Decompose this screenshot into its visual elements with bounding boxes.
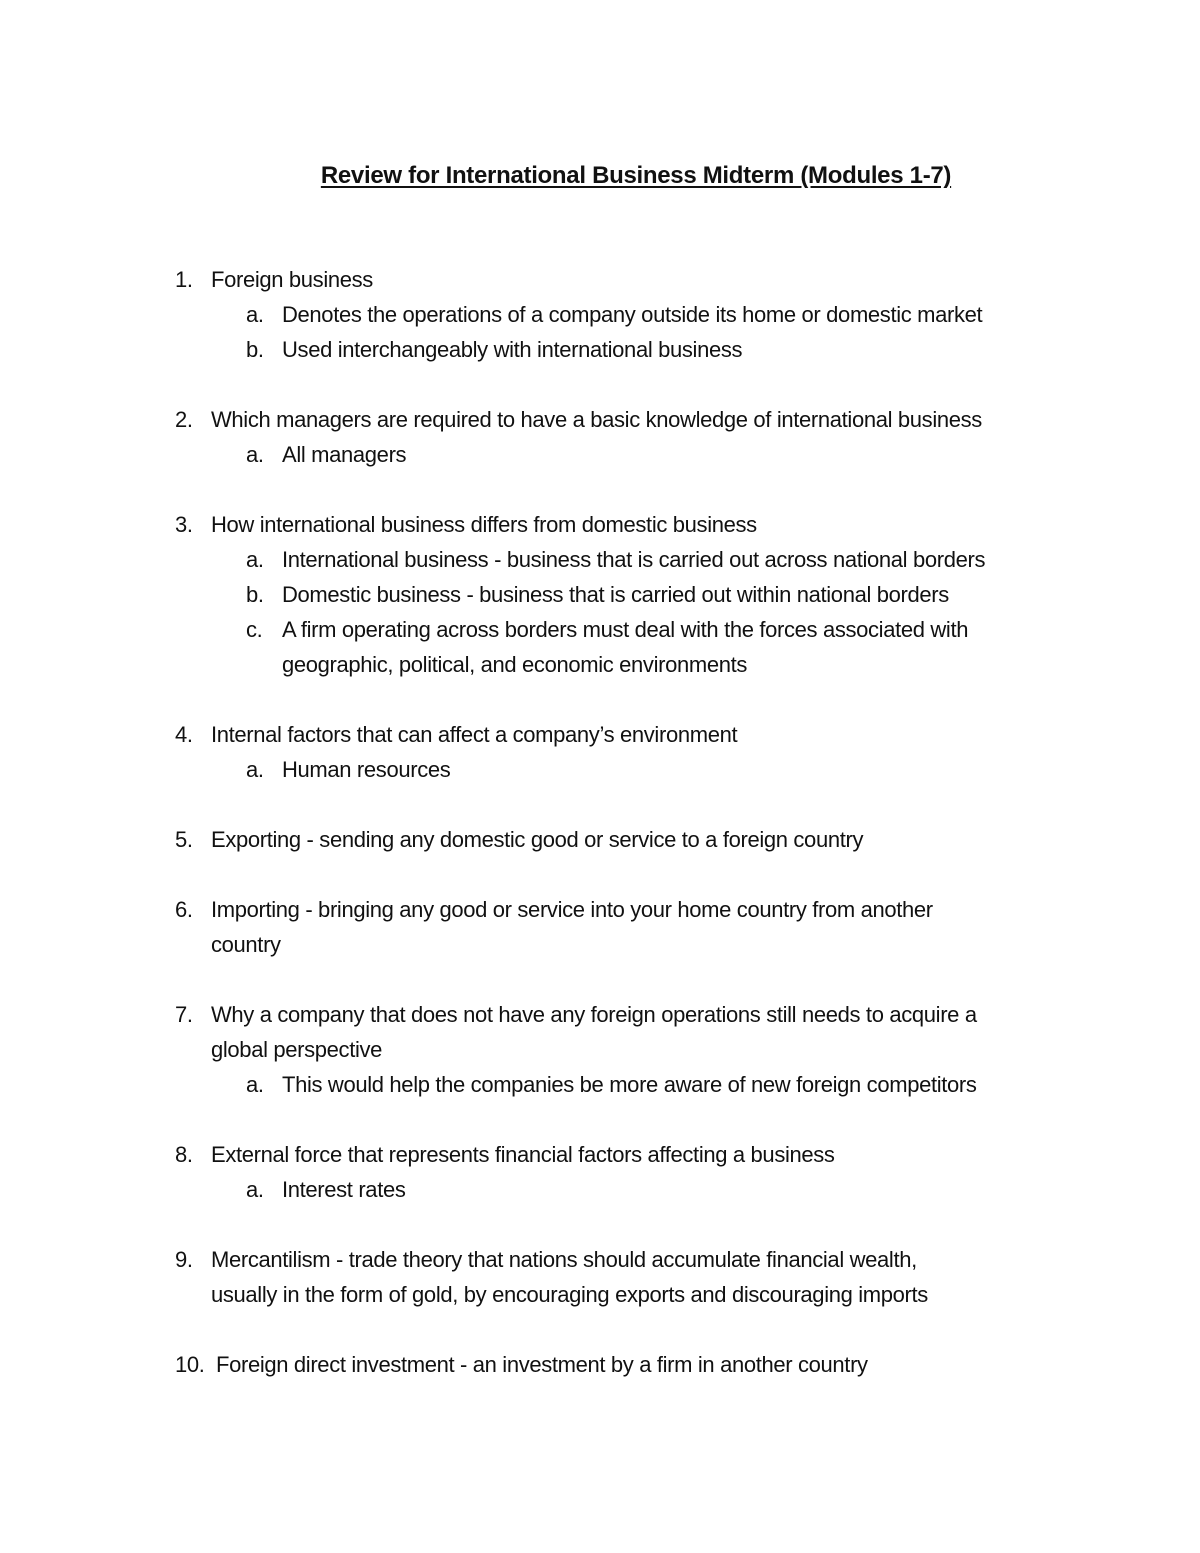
list-item-text: Foreign direct investment - an investment by a firm in another country (216, 1352, 868, 1377)
list-item (0, 822, 1200, 857)
sub-item-letter: a. (246, 302, 264, 327)
list-item-line (0, 1032, 1200, 1067)
sub-item-letter: b. (246, 337, 264, 362)
list-item (0, 402, 1200, 472)
sub-item-text: International business - business that is carried out across national borders (282, 547, 986, 572)
sub-item-text: All managers (282, 442, 407, 467)
list-item (0, 1137, 1200, 1207)
list-item (0, 892, 1200, 962)
list-item-line (0, 927, 1200, 962)
sub-item-letter: a. (246, 547, 264, 572)
review-list (0, 262, 1200, 1417)
list-item-number: 2. (175, 407, 193, 432)
sub-item-line (0, 542, 1200, 577)
list-item-line (0, 1277, 1200, 1312)
list-item-text: Which managers are required to have a basic knowledge of international business (211, 407, 982, 432)
list-item (0, 717, 1200, 787)
sub-item-letter: c. (246, 617, 263, 642)
list-item-text: How international business differs from domestic business (211, 512, 757, 537)
list-item-number: 6. (175, 897, 193, 922)
sub-item-line (0, 752, 1200, 787)
list-item-line (0, 822, 1200, 857)
sub-item-line (0, 1172, 1200, 1207)
document-title: Review for International Business Midterm (Modules 1-7) (320, 162, 952, 189)
list-item-number: 7. (175, 1002, 193, 1027)
sub-item-line (0, 612, 1200, 647)
sub-item-text: Interest rates (282, 1177, 406, 1202)
sub-item-line (0, 437, 1200, 472)
sub-item-text: Human resources (282, 757, 451, 782)
list-item (0, 1347, 1200, 1382)
list-item-line (0, 507, 1200, 542)
list-item-text: Exporting - sending any domestic good or service to a foreign country (211, 827, 864, 852)
list-item-text: global perspective (211, 1037, 383, 1062)
list-item-line (0, 262, 1200, 297)
list-item-number: 10. (175, 1352, 205, 1377)
list-item-number: 4. (175, 722, 193, 747)
list-item-text: Why a company that does not have any foreign operations still needs to acquire a (211, 1002, 977, 1027)
list-item-number: 5. (175, 827, 193, 852)
sub-item-line (0, 647, 1200, 682)
list-item-text: Foreign business (211, 267, 373, 292)
sub-item-text: geographic, political, and economic environments (282, 652, 748, 677)
sub-item-line (0, 297, 1200, 332)
list-item (0, 262, 1200, 367)
sub-item-text: Denotes the operations of a company outside its home or domestic market (282, 302, 983, 327)
list-item-text: usually in the form of gold, by encouraging exports and discouraging imports (211, 1282, 928, 1307)
sub-item-letter: b. (246, 582, 264, 607)
list-item (0, 997, 1200, 1102)
list-item-text: External force that represents financial factors affecting a business (211, 1142, 835, 1167)
list-item-number: 8. (175, 1142, 193, 1167)
list-item-line (0, 892, 1200, 927)
list-item-line (0, 1347, 1200, 1382)
sub-item-line (0, 332, 1200, 367)
sub-item-text: This would help the companies be more aware of new foreign competitors (282, 1072, 977, 1097)
sub-item-text: A firm operating across borders must deal with the forces associated with (282, 617, 969, 642)
sub-item-line (0, 577, 1200, 612)
sub-item-letter: a. (246, 1072, 264, 1097)
list-item-number: 3. (175, 512, 193, 537)
list-item-text: Internal factors that can affect a company’s environment (211, 722, 738, 747)
sub-item-text: Domestic business - business that is carried out within national borders (282, 582, 949, 607)
sub-item-letter: a. (246, 442, 264, 467)
list-item-number: 1. (175, 267, 193, 292)
list-item-line (0, 1242, 1200, 1277)
list-item-text: Mercantilism - trade theory that nations should accumulate financial wealth, (211, 1247, 917, 1272)
sub-item-letter: a. (246, 757, 264, 782)
sub-item-line (0, 1067, 1200, 1102)
list-item-number: 9. (175, 1247, 193, 1272)
sub-item-letter: a. (246, 1177, 264, 1202)
list-item (0, 507, 1200, 682)
list-item-line (0, 1137, 1200, 1172)
list-item-line (0, 717, 1200, 752)
list-item-text: Importing - bringing any good or service into your home country from another (211, 897, 933, 922)
list-item (0, 1242, 1200, 1312)
list-item-text: country (211, 932, 281, 957)
list-item-line (0, 997, 1200, 1032)
sub-item-text: Used interchangeably with international business (282, 337, 743, 362)
list-item-line (0, 402, 1200, 437)
